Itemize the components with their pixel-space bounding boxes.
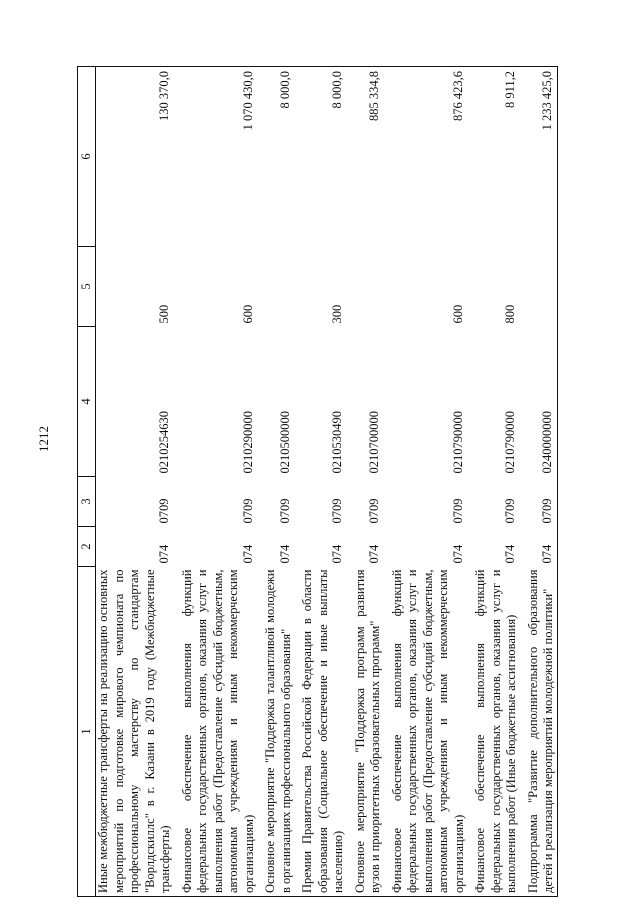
table-row	[96, 67, 174, 897]
amount-cell: 8 000,0	[300, 67, 347, 247]
grbs-cell: 074	[367, 544, 381, 564]
target-article-cell: 0210254630	[157, 411, 171, 474]
column-header: 2	[78, 527, 96, 567]
table-row	[473, 67, 520, 897]
section-cell: 0709	[277, 498, 292, 524]
expense-type-cell	[526, 247, 558, 327]
expense-type-cell	[263, 247, 294, 327]
section-cell: 0709	[526, 477, 558, 527]
grbs-cell: 074	[240, 544, 255, 564]
row-name: Подпрограмма "Развитие дополнительного образования детей и реализация мероприятий молодежной политики"	[526, 567, 558, 897]
row-name: Финансовое обеспечение выполнения функций федеральных государственных органов, оказания услуг и выполнения работ (Предоставление субсидий бюджетным, автономным учреждениям и иным некоммерческим организациям)	[180, 567, 258, 897]
section-cell: 0709	[367, 498, 381, 524]
column-header: 6	[78, 67, 96, 247]
row-name: Иные межбюджетные трансферты на реализацию основных мероприятий по подготовке мирового чемпионата по профессиональному мастерству по стандартам "Ворлдскиллс" в г. Казани в 2019 году (Межбюджетные трансферты)	[96, 567, 174, 897]
expense-type-cell: 600	[240, 304, 255, 324]
column-header: 5	[78, 247, 96, 327]
target-article-cell: 0210500000	[277, 411, 292, 474]
expense-type-cell	[353, 247, 384, 327]
target-article-cell: 0210700000	[367, 411, 381, 474]
grbs-cell: 074	[330, 544, 344, 564]
table-row	[526, 67, 558, 897]
column-header: 3	[78, 477, 96, 527]
table-row	[263, 67, 294, 897]
section-cell: 0709	[503, 498, 517, 524]
amount-cell: 1 233 425,0	[526, 67, 558, 247]
expense-type-cell: 300	[330, 304, 344, 324]
target-article-cell: 0210530490	[330, 411, 344, 474]
grbs-cell: 074	[157, 544, 171, 564]
column-header: 4	[78, 327, 96, 477]
expense-type-cell: 600	[450, 304, 465, 324]
amount-cell: 1 070 430,0	[180, 67, 258, 247]
expense-type-cell: 800	[503, 304, 517, 324]
row-name: Финансовое обеспечение выполнения функций федеральных государственных органов, оказания услуг и выполнения работ (Иные бюджетные ассигнования)	[473, 567, 520, 897]
expense-type-cell: 500	[157, 304, 171, 324]
column-header: 1	[78, 567, 96, 897]
table-row	[180, 67, 258, 897]
section-cell: 0709	[450, 498, 465, 524]
target-article-cell: 0210790000	[450, 411, 465, 474]
row-name: Финансовое обеспечение выполнения функций федеральных государственных органов, оказания услуг и выполнения работ (Предоставление субсидий бюджетным, автономным учреждениям и иным некоммерческим организациям)	[390, 567, 468, 897]
target-article-cell: 0240000000	[526, 327, 558, 477]
amount-cell: 8 911,2	[473, 67, 520, 247]
amount-cell: 8 000,0	[263, 67, 294, 247]
section-cell: 0709	[330, 498, 344, 524]
target-article-cell: 0210290000	[240, 411, 255, 474]
amount-cell: 876 423,6	[390, 67, 468, 247]
table-row	[300, 67, 347, 897]
grbs-cell: 074	[450, 544, 465, 564]
rotated-page	[77, 65, 637, 905]
table-row	[390, 67, 468, 897]
grbs-cell: 074	[503, 544, 517, 564]
budget-table	[77, 66, 558, 897]
target-article-cell: 0210790000	[503, 411, 517, 474]
grbs-cell: 074	[277, 544, 292, 564]
grbs-cell: 074	[526, 527, 558, 567]
amount-cell: 885 334,8	[353, 67, 384, 247]
page-number: 1212	[36, 426, 51, 452]
row-name: Основное мероприятие "Поддержка талантливой молодежи в организациях профессионального образования"	[263, 567, 294, 897]
table-row	[353, 67, 384, 897]
section-cell: 0709	[157, 498, 171, 524]
amount-cell: 130 370,0	[96, 67, 174, 247]
section-cell: 0709	[240, 498, 255, 524]
row-name: Основное мероприятие "Поддержка программ развития вузов и приоритетных образовательных программ"	[353, 567, 384, 897]
row-name: Премии Правительства Российской Федерации в области образования (Социальное обеспечение и иные выплаты населению)	[300, 567, 347, 897]
header-row	[78, 67, 96, 897]
